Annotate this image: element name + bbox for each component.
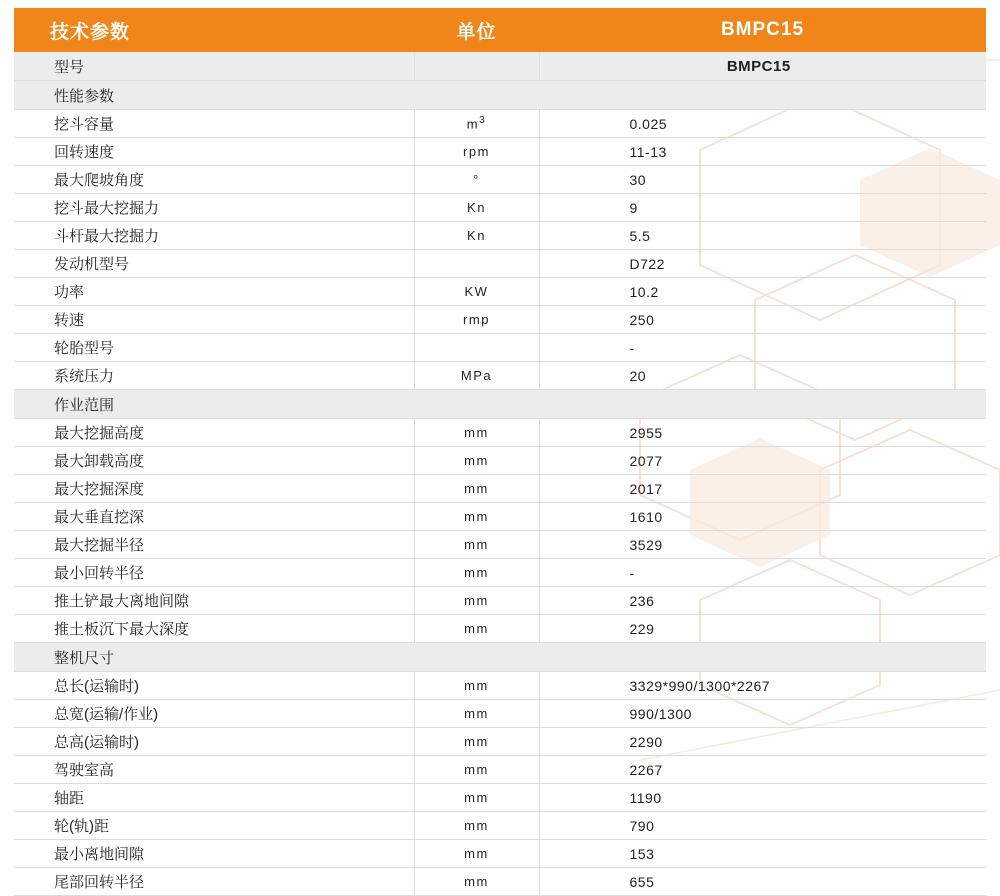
table-row xyxy=(14,250,986,278)
table-header-row xyxy=(14,8,986,52)
cell-value: 10.2 xyxy=(539,278,986,306)
cell-value: 2017 xyxy=(539,475,986,503)
table-row xyxy=(14,194,986,222)
cell-unit: mm xyxy=(414,672,539,700)
cell-value: 5.5 xyxy=(539,222,986,250)
cell-parameter-name: 最小回转半径 xyxy=(14,559,414,587)
cell-parameter-name: 推土板沉下最大深度 xyxy=(14,615,414,643)
cell-value: 250 xyxy=(539,306,986,334)
section-title: 作业范围 xyxy=(14,390,986,419)
cell-parameter-name: 最大垂直挖深 xyxy=(14,503,414,531)
cell-value: 229 xyxy=(539,615,986,643)
table-row xyxy=(14,868,986,896)
cell-parameter-name: 轮(轨)距 xyxy=(14,812,414,840)
cell-parameter-name: 最大挖掘深度 xyxy=(14,475,414,503)
table-section-row xyxy=(14,81,986,110)
table-row xyxy=(14,559,986,587)
cell-unit: rpm xyxy=(414,138,539,166)
table-row xyxy=(14,362,986,390)
cell-parameter-name: 最大挖掘高度 xyxy=(14,419,414,447)
cell-unit: mm xyxy=(414,812,539,840)
cell-unit: KW xyxy=(414,278,539,306)
table-row xyxy=(14,672,986,700)
table-row xyxy=(14,503,986,531)
table-row xyxy=(14,110,986,138)
cell-unit: mm xyxy=(414,447,539,475)
cell-parameter-name: 发动机型号 xyxy=(14,250,414,278)
cell-unit: mm xyxy=(414,419,539,447)
specification-table xyxy=(14,8,986,896)
cell-unit: mm xyxy=(414,728,539,756)
cell-parameter-name: 最大卸载高度 xyxy=(14,447,414,475)
cell-parameter-name: 总宽(运输/作业) xyxy=(14,700,414,728)
cell-parameter-name: 回转速度 xyxy=(14,138,414,166)
cell-parameter-name: 型号 xyxy=(14,52,414,81)
cell-unit: mm xyxy=(414,700,539,728)
section-title: 性能参数 xyxy=(14,81,986,110)
cell-parameter-name: 最大爬坡角度 xyxy=(14,166,414,194)
cell-value: 153 xyxy=(539,840,986,868)
table-row xyxy=(14,334,986,362)
cell-unit: mm xyxy=(414,756,539,784)
cell-unit: mm xyxy=(414,615,539,643)
cell-parameter-name: 最小离地间隙 xyxy=(14,840,414,868)
cell-parameter-name: 挖斗最大挖掘力 xyxy=(14,194,414,222)
header-cell-model: BMPC15 xyxy=(539,8,986,52)
table-row xyxy=(14,840,986,868)
table-row xyxy=(14,475,986,503)
table-body xyxy=(14,52,986,896)
cell-parameter-name: 转速 xyxy=(14,306,414,334)
cell-value: 9 xyxy=(539,194,986,222)
cell-parameter-name: 尾部回转半径 xyxy=(14,868,414,896)
cell-unit: mm xyxy=(414,587,539,615)
cell-unit xyxy=(414,250,539,278)
cell-value: 655 xyxy=(539,868,986,896)
table-row xyxy=(14,700,986,728)
table-row xyxy=(14,784,986,812)
cell-value: 1610 xyxy=(539,503,986,531)
cell-value: 2077 xyxy=(539,447,986,475)
cell-value: 790 xyxy=(539,812,986,840)
cell-parameter-name: 推土铲最大离地间隙 xyxy=(14,587,414,615)
cell-value: 3529 xyxy=(539,531,986,559)
cell-value: 990/1300 xyxy=(539,700,986,728)
cell-unit: ° xyxy=(414,166,539,194)
table-section-row xyxy=(14,390,986,419)
table-row xyxy=(14,756,986,784)
cell-value: - xyxy=(539,559,986,587)
table-row xyxy=(14,278,986,306)
table-row xyxy=(14,447,986,475)
cell-parameter-name: 最大挖掘半径 xyxy=(14,531,414,559)
cell-value: 20 xyxy=(539,362,986,390)
cell-value: 2267 xyxy=(539,756,986,784)
cell-unit xyxy=(414,334,539,362)
table-row xyxy=(14,615,986,643)
cell-value: 11-13 xyxy=(539,138,986,166)
cell-value: - xyxy=(539,334,986,362)
cell-value: 1190 xyxy=(539,784,986,812)
cell-parameter-name: 轮胎型号 xyxy=(14,334,414,362)
cell-unit: mm xyxy=(414,784,539,812)
table-row xyxy=(14,587,986,615)
table-header xyxy=(14,8,986,52)
table-row xyxy=(14,306,986,334)
cell-unit: mm xyxy=(414,475,539,503)
table-row xyxy=(14,166,986,194)
cell-value: BMPC15 xyxy=(539,52,986,81)
cell-value: 2290 xyxy=(539,728,986,756)
cell-unit xyxy=(414,52,539,81)
cell-unit: MPa xyxy=(414,362,539,390)
cell-parameter-name: 斗杆最大挖掘力 xyxy=(14,222,414,250)
cell-unit: mm xyxy=(414,868,539,896)
cell-value: 0.025 xyxy=(539,110,986,138)
cell-value: 236 xyxy=(539,587,986,615)
table-row xyxy=(14,419,986,447)
cell-unit: Kn xyxy=(414,222,539,250)
cell-unit: rmp xyxy=(414,306,539,334)
section-title: 整机尺寸 xyxy=(14,643,986,672)
cell-parameter-name: 挖斗容量 xyxy=(14,110,414,138)
table-row xyxy=(14,728,986,756)
cell-unit: mm xyxy=(414,531,539,559)
table-row xyxy=(14,52,986,81)
cell-unit: mm xyxy=(414,503,539,531)
cell-unit: mm xyxy=(414,840,539,868)
cell-unit: $m^3$ xyxy=(414,110,539,138)
cell-parameter-name: 总高(运输时) xyxy=(14,728,414,756)
cell-parameter-name: 系统压力 xyxy=(14,362,414,390)
table-section-row xyxy=(14,643,986,672)
cell-parameter-name: 总长(运输时) xyxy=(14,672,414,700)
cell-value: 30 xyxy=(539,166,986,194)
cell-value: 3329*990/1300*2267 xyxy=(539,672,986,700)
table-row xyxy=(14,138,986,166)
cell-unit: mm xyxy=(414,559,539,587)
table-row xyxy=(14,222,986,250)
cell-value: 2955 xyxy=(539,419,986,447)
cell-parameter-name: 功率 xyxy=(14,278,414,306)
header-cell-unit: 单位 xyxy=(414,8,539,52)
cell-parameter-name: 轴距 xyxy=(14,784,414,812)
cell-parameter-name: 驾驶室高 xyxy=(14,756,414,784)
cell-value: D722 xyxy=(539,250,986,278)
table-row xyxy=(14,812,986,840)
table-row xyxy=(14,531,986,559)
cell-unit: Kn xyxy=(414,194,539,222)
header-cell-parameter: 技术参数 xyxy=(14,8,414,52)
